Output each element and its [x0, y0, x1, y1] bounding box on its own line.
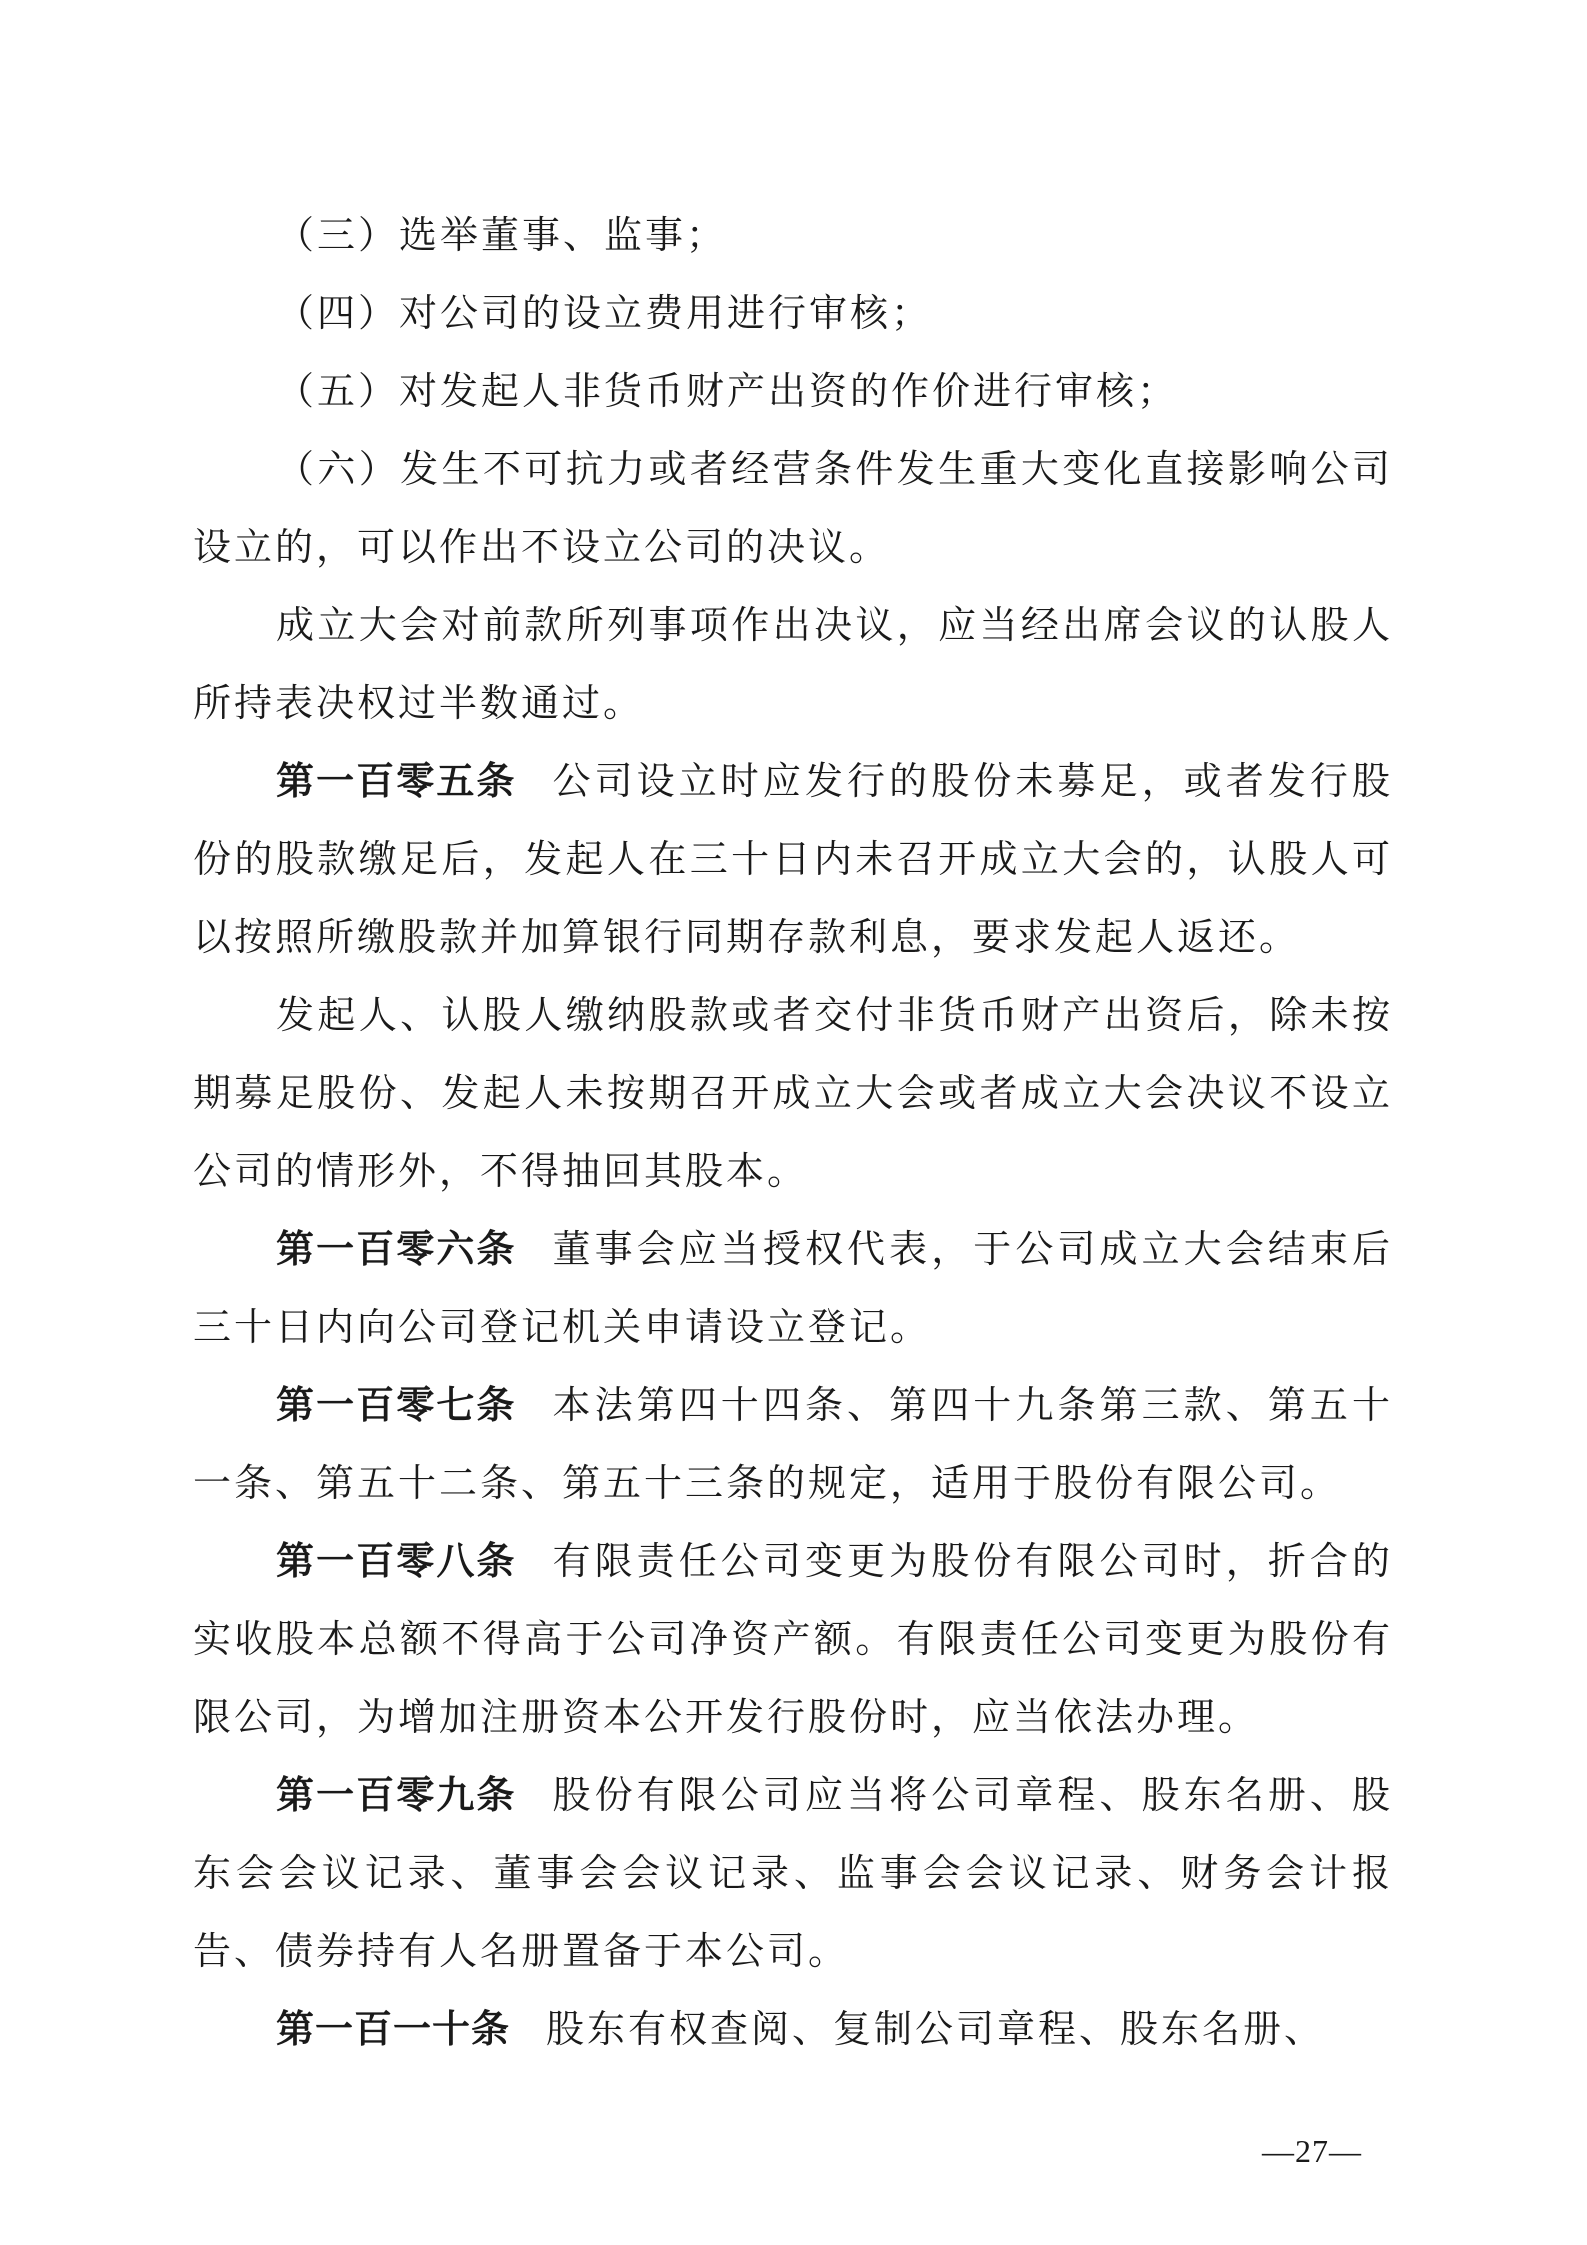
article-paragraph	[193, 742, 1393, 976]
document-body	[193, 196, 1393, 2068]
paragraph	[193, 586, 1393, 742]
paragraph-text: 发起人、认股人缴纳股款或者交付非货币财产出资后，除未按期募足股份、发起人未按期召开成立大会或者成立大会决议不设立公司的情形外，不得抽回其股本。	[193, 993, 1393, 1193]
article-title: 第一百零五条	[276, 759, 517, 803]
article-paragraph	[193, 1366, 1393, 1522]
paragraph-text: （三）选举董事、监事；	[276, 213, 728, 257]
article-paragraph	[193, 1990, 1393, 2068]
paragraph-text: 股东有权查阅、复制公司章程、股东名册、	[546, 2007, 1326, 2051]
paragraph	[193, 274, 1393, 352]
paragraph-text: 本法第四十四条、第四十九条第三款、第五十一条、第五十二条、第五十三条的规定，适用于股份有限公司。	[193, 1383, 1393, 1505]
article-title: 第一百零七条	[276, 1383, 517, 1427]
paragraph	[193, 976, 1393, 1210]
paragraph-text: 有限责任公司变更为股份有限公司时，折合的实收股本总额不得高于公司净资产额。有限责任公司变更为股份有限公司，为增加注册资本公开发行股份时，应当依法办理。	[193, 1539, 1393, 1739]
article-title: 第一百零九条	[276, 1773, 517, 1817]
paragraph	[193, 196, 1393, 274]
article-title: 第一百一十条	[276, 2007, 511, 2051]
article-paragraph	[193, 1522, 1393, 1756]
paragraph-text: （六）发生不可抗力或者经营条件发生重大变化直接影响公司设立的，可以作出不设立公司的决议。	[193, 447, 1393, 569]
article-paragraph	[193, 1210, 1393, 1366]
paragraph	[193, 430, 1393, 586]
paragraph-text: 成立大会对前款所列事项作出决议，应当经出席会议的认股人所持表决权过半数通过。	[193, 603, 1393, 725]
paragraph	[193, 352, 1393, 430]
paragraph-text: 董事会应当授权代表，于公司成立大会结束后三十日内向公司登记机关申请设立登记。	[193, 1227, 1393, 1349]
paragraph-text: 股份有限公司应当将公司章程、股东名册、股东会会议记录、董事会会议记录、监事会会议记录、财务会计报告、债券持有人名册置备于本公司。	[193, 1773, 1393, 1973]
paragraph-text: （四）对公司的设立费用进行审核；	[276, 291, 933, 335]
paragraph-text: 公司设立时应发行的股份未募足，或者发行股份的股款缴足后，发起人在三十日内未召开成立大会的，认股人可以按照所缴股款并加算银行同期存款利息，要求发起人返还。	[193, 759, 1393, 959]
page-number: —27—	[1262, 2133, 1362, 2169]
article-title: 第一百零八条	[276, 1539, 517, 1583]
article-title: 第一百零六条	[276, 1227, 517, 1271]
article-paragraph	[193, 1756, 1393, 1990]
paragraph-text: （五）对发起人非货币财产出资的作价进行审核；	[276, 369, 1179, 413]
